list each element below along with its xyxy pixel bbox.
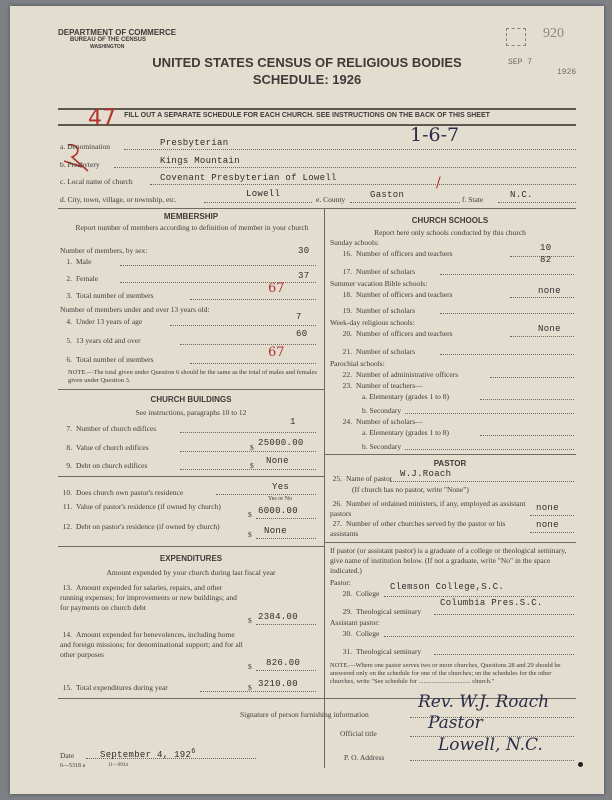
date-value: September 4, $192^6$ bbox=[100, 748, 196, 760]
parochial-label: Parochial schools: bbox=[330, 359, 385, 368]
q12-value: None bbox=[264, 526, 287, 536]
q28-label: 28. College bbox=[342, 589, 380, 598]
city-field-value: Lowell bbox=[246, 189, 281, 199]
q5-value: 60 bbox=[296, 329, 308, 339]
q31-label: 31. Theological seminary bbox=[342, 647, 422, 656]
q26-value: none bbox=[536, 503, 559, 513]
q18-label: 18. Number of officers and teachers bbox=[342, 290, 453, 299]
red-tick: / bbox=[436, 175, 441, 191]
q15-label: 15. Total expenditures during year bbox=[62, 683, 168, 692]
instruction-banner: FILL OUT A SEPARATE SCHEDULE FOR EACH CHURCH. SEE INSTRUCTIONS ON THE BACK OF THIS SHEET bbox=[124, 112, 490, 119]
q16-label: 16. Number of officers and teachers bbox=[342, 249, 453, 258]
denomination-value: Presbyterian bbox=[160, 138, 229, 148]
church-name-value: Covenant Presbyterian of Lowell bbox=[160, 173, 337, 183]
buildings-title: CHURCH BUILDINGS bbox=[150, 395, 232, 404]
q14-label: 14. Amount expended for benevolences, including home and foreign missions; for denominational support; and for all other purposes bbox=[60, 630, 243, 659]
sunday-label: Sunday schools: bbox=[330, 238, 379, 247]
q20-label: 20. Number of officers and teachers bbox=[342, 329, 453, 338]
state-label: f. State bbox=[462, 195, 484, 204]
city-field-label: d. City, town, village, or township, etc. bbox=[60, 195, 177, 204]
q10-hint: Yes or No bbox=[268, 496, 293, 502]
q21-label: 21. Number of scholars bbox=[342, 347, 416, 356]
signature-label: Signature of person furnishing information bbox=[240, 710, 369, 719]
pastor-note: NOTE.—Where one pastor serves two or more churches, Questions 28 and 29 should be answered only on the schedule for one of the churches; on the schedules for the other churches, write "See schedule for ................................ church." bbox=[330, 662, 561, 685]
stamp-number: 920 bbox=[543, 26, 564, 41]
q16-value: 10 bbox=[540, 243, 552, 253]
county-value: Gaston bbox=[370, 190, 405, 200]
q8-label: 8. Value of church edifices bbox=[66, 443, 149, 452]
q13-value: 2384.00 bbox=[258, 612, 298, 622]
q10-label: 10. Does church own pastor's residence bbox=[62, 488, 184, 497]
members-by-sex-label: Number of members, by sex: bbox=[60, 246, 148, 255]
red-number-mark: 47 bbox=[88, 106, 116, 131]
q20-value: None bbox=[538, 324, 561, 334]
q23a-label: a. Elementary (grades 1 to 8) bbox=[362, 392, 450, 401]
ink-dot bbox=[578, 762, 583, 767]
q18-value: none bbox=[538, 286, 561, 296]
q24-label: 24. Number of scholars— bbox=[342, 417, 423, 426]
date-year: 6 bbox=[191, 748, 196, 756]
q2-value: 37 bbox=[298, 271, 310, 281]
q30-label: 30. College bbox=[342, 629, 380, 638]
schedule-title: SCHEDULE: 1926 bbox=[252, 72, 362, 87]
buildings-sub: See instructions, paragraphs 10 to 12 bbox=[135, 408, 247, 417]
q26-label: 26. Number of ordained ministers, if any, employed as assistant pastors bbox=[330, 499, 526, 518]
po-address-value: Lowell, N.C. bbox=[438, 735, 543, 755]
q15-value: 3210.00 bbox=[258, 679, 298, 689]
form-title: UNITED STATES CENSUS OF RELIGIOUS BODIES bbox=[152, 55, 462, 70]
q11-value: 6000.00 bbox=[258, 506, 298, 516]
membership-title: MEMBERSHIP bbox=[163, 212, 219, 221]
q9-label: 9. Debt on church edifices bbox=[66, 461, 148, 470]
q13-label: 13. Amount expended for salaries, repairs, and other running expenses; for improvements or new buildings; and for payments on church debt bbox=[60, 583, 237, 612]
membership-intro: Report number of members according to definition of member in your church bbox=[75, 223, 309, 232]
q2-label: 2. Female bbox=[66, 274, 99, 283]
schools-title: CHURCH SCHOOLS bbox=[411, 216, 489, 225]
q29-label: 29. Theological seminary bbox=[342, 607, 422, 616]
bureau-label: BUREAU OF THE CENSUS bbox=[70, 37, 147, 43]
q23b-label: b. Secondary bbox=[362, 406, 402, 415]
official-title-label: Official title bbox=[340, 729, 377, 738]
weekday-label: Week-day religious schools: bbox=[330, 318, 415, 327]
q6-value: 67 bbox=[268, 345, 285, 360]
q27-label: 27. Number of other churches served by the pastor or his assistants bbox=[330, 519, 506, 538]
stamp-date: SEP 7 bbox=[508, 58, 533, 67]
q6-label: 6. Total number of members bbox=[66, 355, 154, 364]
q25-note: (If church has no pastor, write "None") bbox=[352, 485, 469, 494]
q14-value: 826.00 bbox=[266, 658, 301, 668]
form-code: 6—5318 a bbox=[60, 763, 86, 769]
graduate-note: If pastor (or assistant pastor) is a graduate of a college or theological seminary, give name of institution below. (If not a graduate, write "No" in the space indicated.) bbox=[330, 546, 567, 575]
county-label: e. County bbox=[316, 195, 346, 204]
presbytery-label: b. Presbytery bbox=[60, 160, 100, 169]
date-label: Date bbox=[60, 751, 75, 760]
church-name-label: c. Local name of church bbox=[60, 177, 133, 186]
q19-label: 19. Number of scholars bbox=[342, 306, 416, 315]
code-mark: 1-6-7 bbox=[410, 124, 460, 146]
q27-value: none bbox=[536, 520, 559, 530]
pastor-college-heading: Pastor: bbox=[330, 578, 351, 587]
assistant-pastor-heading: Assistant pastor: bbox=[330, 618, 380, 627]
signature-value: Rev. W.J. Roach bbox=[418, 692, 550, 712]
q24a-label: a. Elementary (grades 1 to 8) bbox=[362, 428, 450, 437]
stamp-box bbox=[506, 28, 526, 46]
po-address-label: P. O. Address bbox=[344, 753, 385, 762]
q23-label: 23. Number of teachers— bbox=[342, 381, 423, 390]
q12-label: 12. Debt on pastor's residence (if owned by church) bbox=[62, 522, 220, 531]
q17-value: 82 bbox=[540, 255, 552, 265]
summer-label: Summer vacation Bible schools: bbox=[330, 279, 428, 288]
expenditures-sub: Amount expended by your church during last fiscal year bbox=[106, 568, 276, 577]
q7-value: 1 bbox=[290, 417, 296, 427]
q25-value: W.J.Roach bbox=[400, 469, 452, 479]
q1-value: 30 bbox=[298, 246, 310, 256]
stamp-year: 1926 bbox=[557, 68, 577, 77]
presbytery-value: Kings Mountain bbox=[160, 156, 240, 166]
state-value: N.C. bbox=[510, 190, 533, 200]
pastor-title: PASTOR bbox=[433, 459, 467, 468]
q7-label: 7. Number of church edifices bbox=[66, 424, 157, 433]
q29-value: Columbia Pres.S.C. bbox=[440, 598, 543, 608]
schools-sub: Report here only schools conducted by this church bbox=[374, 228, 526, 237]
q1-label: 1. Male bbox=[66, 257, 92, 266]
q28-value: Clemson College,S.C. bbox=[390, 582, 505, 592]
q22-label: 22. Number of administrative officers bbox=[342, 370, 459, 379]
q4-value: 7 bbox=[296, 312, 302, 322]
q3-value: 67 bbox=[268, 281, 285, 296]
q5-label: 5. 13 years old and over bbox=[66, 336, 141, 345]
q24b-label: b. Secondary bbox=[362, 442, 402, 451]
city-label: WASHINGTON bbox=[90, 44, 125, 50]
official-title-value: Pastor bbox=[428, 713, 483, 733]
q4-label: 4. Under 13 years of age bbox=[66, 317, 143, 326]
q3-label: 3. Total number of members bbox=[66, 291, 154, 300]
age-intro-label: Number of members under and over 13 years old: bbox=[60, 305, 210, 314]
denomination-label: a. Denomination bbox=[60, 142, 110, 151]
q25-label: 25. Name of pastor bbox=[332, 474, 393, 483]
census-form: DEPARTMENT OF COMMERCE BUREAU OF THE CENSUS WASHINGTON UNITED STATES CENSUS OF RELIGIOUS BODIES SCHEDULE: 1926 FILL OUT A SEPARATE SCHEDULE FOR EACH CHURCH. SEE INSTRUCTIONS ON THE BACK OF THIS SHEET 920 SEP 7 1926 47 1-6-7 a. Denomination Presbyterian b. Presbytery Kings Mountain c. Local name of church Covenant Presbyterian of Lowell d. City, town, village, or township, etc. Lowell e. County Gaston f. State N.C. / MEMBERSHIP Report number of members according to definition of member in your church Number of members, by sex: 1. Male 30 2. Female 37 3. Total number of members 67 Number of members under and over 13 years old: 4. Under 13 years of age 7 5. 13 years old and over 60 6. Total number of members 67 NOTE.—The total given under Question 6 should be the same as the total of males and females given under Question 3. CHURCH BUILDINGS See instructions, paragraphs 10 to 12 7. Number of church edifices 1 8. Value of church edifices $ 25000.00 9. Debt on church edifices $ None 10. Does church own pastor's residence Yes Yes or No 11. Value of pastor's residence (if owned by church) $ 6000.00 12. Debt on pastor's residence (if owned by church) $ None EXPENDITURES Amount expended by your church during last fiscal year 13. Amount expended for salaries, repairs, and other running expenses; for improvements or new buildings; and for payments on church debt $ 2384.00 14. Amount expended for benevolences, including home and foreign missions; for denominational support; and for all other purposes $ 826.00 15. Total expenditures during year $ 3210.00 CHURCH SCHOOLS Report here only schools conducted by this church Sunday schools: 16. Number of officers and teachers 10 17. Number of scholars 82 Summer vacation Bible schools: 18. Number of officers and teachers none 19. Number of scholars Week-day religious schools: 20. Number of officers and teachers None 21. Number of scholars Parochial schools: 22. Number of administrative officers 23. Number of teachers— a. Elementary (grades 1 to 8) b. Secondary 24. Number of scholars— a. Elementary (grades 1 to 8) b. Secondary PASTOR 25. Name of pastor W.J.Roach (If church has no pastor, write "None") 26. Number of ordained ministers, if any, employed as assistant pastors none 27. Number of other churches served by the pastor or his assistants none If pastor (or assistant pastor) is a graduate of a college or theological seminary, give name of institution below. (If not a graduate, write "No" in the space indicated.) Pastor: 28. College Clemson College,S.C. 29. Theological seminary Columbia Pres.S.C. Assistant pastor: 30. College 31. Theological seminary NOTE.—Where one pastor serves two or more churches, Questions 28 and 29 should be answered only on the schedule for one of the churches; on the schedules for the other churches, write "See schedule for ................................ church." Signature of person furnishing information Rev. W.J. Roach Official title Pastor Date September 4, $192^6$ 6—5318 a 11—9934 P. O. Address Lowell, N.C. bbox=[10, 6, 604, 794]
q9-value: None bbox=[266, 456, 289, 466]
form-code-2: 11—9934 bbox=[108, 763, 128, 768]
q10-value: Yes bbox=[272, 482, 290, 492]
expenditures-title: EXPENDITURES bbox=[159, 554, 223, 563]
membership-note: NOTE.—The total given under Question 6 should be the same as the total of males and females given under Question 3. bbox=[68, 369, 317, 384]
q11-label: 11. Value of pastor's residence (if owned by church) bbox=[62, 502, 221, 511]
q8-value: 25000.00 bbox=[258, 438, 304, 448]
q17-label: 17. Number of scholars bbox=[342, 267, 416, 276]
department-label: DEPARTMENT OF COMMERCE bbox=[58, 28, 177, 37]
